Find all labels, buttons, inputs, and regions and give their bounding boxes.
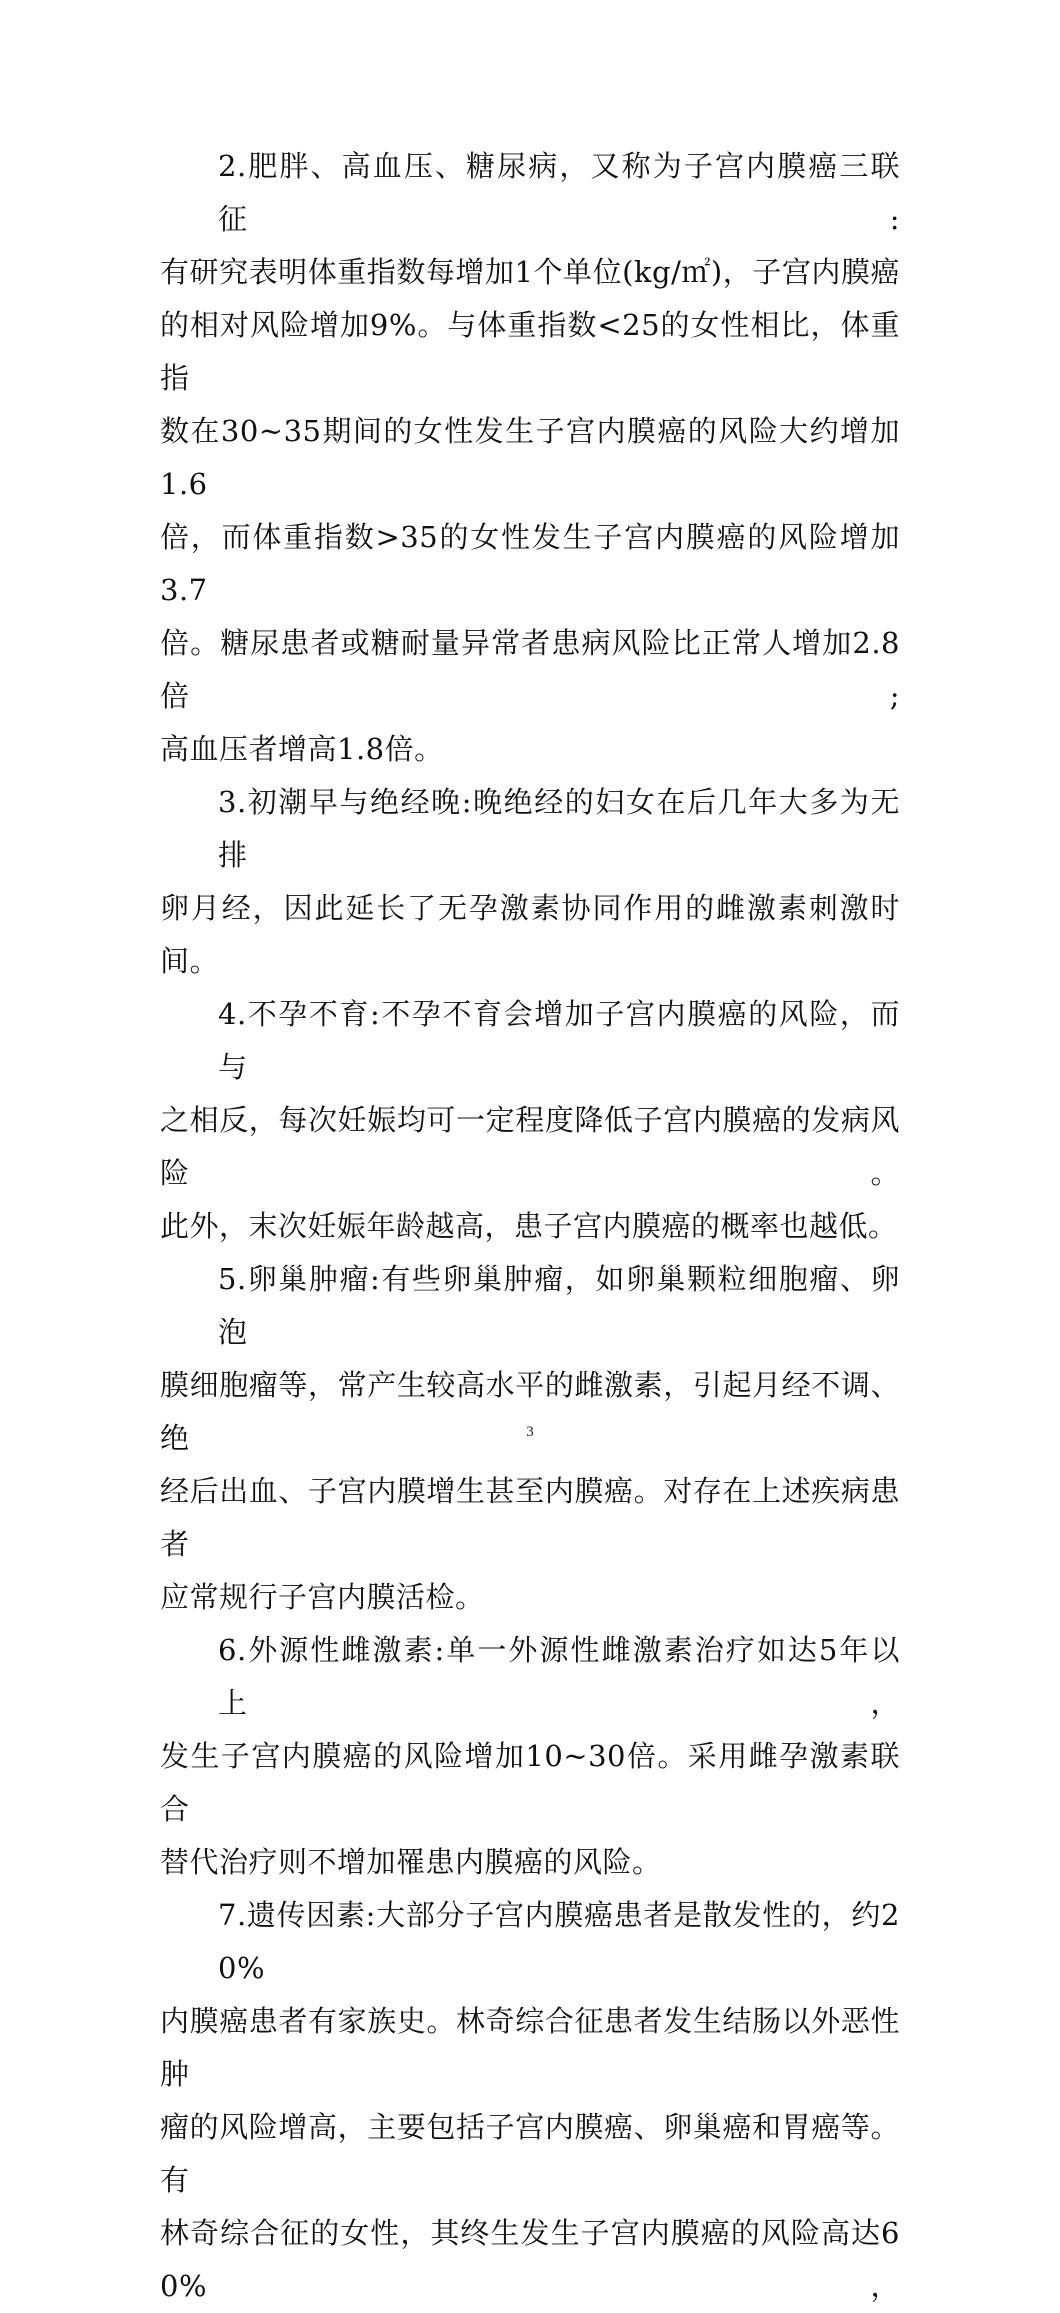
text-line: 经后出血、子宫内膜增生甚至内膜癌。对存在上述疾病患者 [160,1474,900,1561]
text-line: 5.卵巢肿瘤:有些卵巢肿瘤，如卵巢颗粒细胞瘤、卵泡 [218,1262,900,1349]
text-line: 发生子宫内膜癌的风险增加10~30倍。采用雌孕激素联合 [160,1739,900,1826]
text-line: 倍。糖尿患者或糖耐量异常者患病风险比正常人增加2.8倍; [160,626,900,713]
text-line: 倍，而体重指数>35的女性发生子宫内膜癌的风险增加3.7 [160,520,900,607]
text-line: 高血压者增高1.8倍。 [160,732,444,766]
text-line: 卵月经，因此延长了无孕激素协同作用的雌激素刺激时间。 [160,891,900,978]
text-line: 林奇综合征的女性，其终生发生子宫内膜癌的风险高达60%， [160,2216,900,2303]
page-number: 3 [526,1424,534,1440]
text-line: 内膜癌患者有家族史。林奇综合征患者发生结肠以外恶性肿 [160,2004,900,2091]
text-line: 的相对风险增加9%。与体重指数<25的女性相比，体重指 [160,308,900,395]
text-line: 此外，末次妊娠年龄越高，患子宫内膜癌的概率也越低。 [160,1209,898,1243]
paragraph-early-menarche-late-menopause [160,776,900,988]
text-line: 之相反，每次妊娠均可一定程度降低子宫内膜癌的发病风险。 [160,1103,900,1190]
text-line: 数在30~35期间的女性发生子宫内膜癌的风险大约增加1.6 [160,414,900,501]
paragraph-exogenous-estrogen [160,1624,900,1889]
text-line: 有研究表明体重指数每增加1个单位(kg/㎡)，子宫内膜癌 [160,255,900,289]
paragraph-genetic-factors [160,1889,900,2313]
text-line: 6.外源性雌激素:单一外源性雌激素治疗如达5年以上， [218,1633,900,1720]
text-line: 7.遗传因素:大部分子宫内膜癌患者是散发性的，约20% [218,1898,900,1985]
text-line: 膜细胞瘤等，常产生较高水平的雌激素，引起月经不调、绝 [160,1368,900,1455]
text-line: 替代治疗则不增加罹患内膜癌的风险。 [160,1845,662,1879]
text-line: 应常规行子宫内膜活检。 [160,1580,485,1614]
paragraph-obesity-hypertension-diabetes [160,140,900,776]
body-text [160,140,900,2313]
paragraph-infertility [160,988,900,1253]
text-line: 2.肥胖、高血压、糖尿病，又称为子宫内膜癌三联征: [218,149,900,236]
text-line: 瘤的风险增高，主要包括子宫内膜癌、卵巢癌和胃癌等。有 [160,2110,900,2197]
text-line: 3.初潮早与绝经晚:晚绝经的妇女在后几年大多为无排 [218,785,900,872]
text-line: 4.不孕不育:不孕不育会增加子宫内膜癌的风险，而与 [218,997,900,1084]
